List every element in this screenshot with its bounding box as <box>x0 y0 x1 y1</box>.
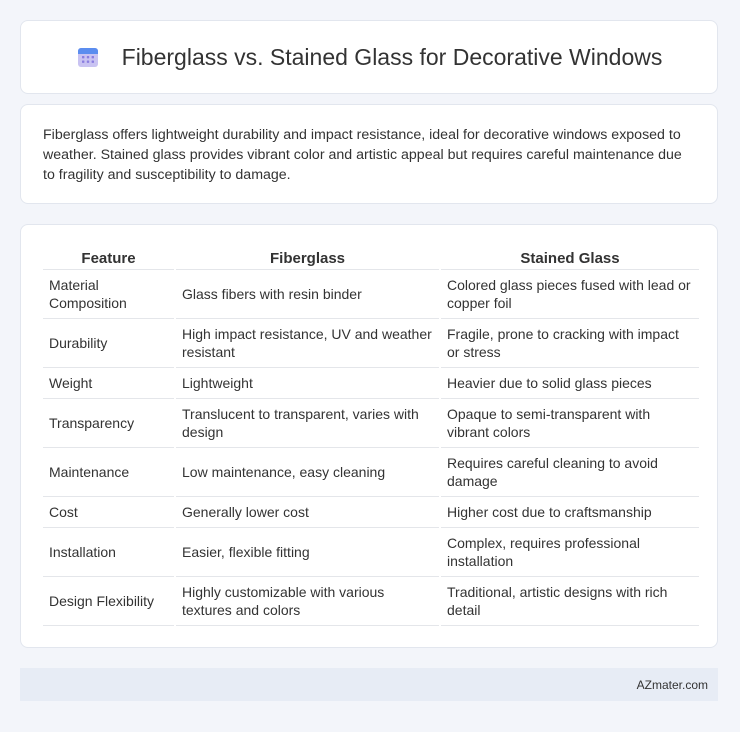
table-row <box>43 399 699 448</box>
table-row <box>43 577 699 626</box>
stained-glass-cell: Complex, requires professional installation <box>441 528 699 577</box>
feature-cell: Weight <box>43 368 174 399</box>
fiberglass-cell: Generally lower cost <box>176 497 439 528</box>
table-header-row <box>43 245 699 270</box>
feature-cell: Maintenance <box>43 448 174 497</box>
title-card <box>20 20 718 94</box>
table-row <box>43 319 699 368</box>
feature-cell: Durability <box>43 319 174 368</box>
column-header-fiberglass: Fiberglass <box>176 245 439 270</box>
feature-cell: Installation <box>43 528 174 577</box>
fiberglass-cell: Highly customizable with various textures and colors <box>176 577 439 626</box>
fiberglass-cell: Translucent to transparent, varies with design <box>176 399 439 448</box>
stained-glass-cell: Requires careful cleaning to avoid damage <box>441 448 699 497</box>
stained-glass-cell: Heavier due to solid glass pieces <box>441 368 699 399</box>
feature-cell: Design Flexibility <box>43 577 174 626</box>
footer <box>20 668 718 701</box>
table-row <box>43 448 699 497</box>
comparison-table-card <box>20 224 718 648</box>
stained-glass-cell: Colored glass pieces fused with lead or copper foil <box>441 270 699 319</box>
comparison-table <box>41 245 701 626</box>
stained-glass-cell: Higher cost due to craftsmanship <box>441 497 699 528</box>
column-header-stained-glass: Stained Glass <box>441 245 699 270</box>
table-row <box>43 528 699 577</box>
fiberglass-cell: High impact resistance, UV and weather resistant <box>176 319 439 368</box>
fiberglass-cell: Glass fibers with resin binder <box>176 270 439 319</box>
column-header-feature: Feature <box>43 245 174 270</box>
stained-glass-cell: Opaque to semi-transparent with vibrant colors <box>441 399 699 448</box>
feature-cell: Cost <box>43 497 174 528</box>
fiberglass-cell: Lightweight <box>176 368 439 399</box>
stained-glass-cell: Traditional, artistic designs with rich detail <box>441 577 699 626</box>
fiberglass-cell: Easier, flexible fitting <box>176 528 439 577</box>
calendar-grid-icon <box>76 45 100 69</box>
table-row <box>43 368 699 399</box>
fiberglass-cell: Low maintenance, easy cleaning <box>176 448 439 497</box>
page-title: Fiberglass vs. Stained Glass for Decorative Windows <box>121 43 663 70</box>
summary-text: Fiberglass offers lightweight durability and impact resistance, ideal for decorative windows exposed to weather. Stained glass provides vibrant color and artistic appeal but requires careful maintenance due to fragility and susceptibility to damage. <box>43 127 682 183</box>
feature-cell: Material Composition <box>43 270 174 319</box>
summary-card <box>20 104 718 204</box>
footer-site-link[interactable]: AZmater.com <box>636 677 708 692</box>
stained-glass-cell: Fragile, prone to cracking with impact or stress <box>441 319 699 368</box>
feature-cell: Transparency <box>43 399 174 448</box>
table-row <box>43 497 699 528</box>
table-row <box>43 270 699 319</box>
